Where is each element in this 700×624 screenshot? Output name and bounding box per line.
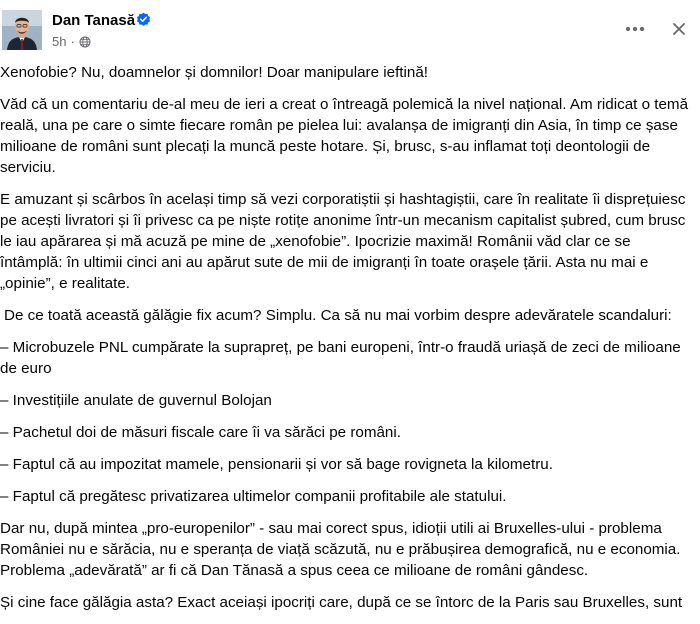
- hide-post-button[interactable]: [664, 14, 694, 44]
- post-meta: [52, 34, 91, 50]
- post-paragraph: E amuzant și scârbos în același timp să vezi corporatiștii și hashtagiștii, care în realitate îi disprețuiesc pe acești livratori și îi privesc ca pe niște rotițe anonime într-un mecanism capitalist șubred, cum brusc le iau apărarea și mă acuză pe mine de „xenofobie”. Ipocrizie maximă! Românii văd clar ce se întâmplă: în ultimii cinci ani au apărut sute de mii de imigranți în toate orașele țării. Asta nu mai e „opinie”, e realitate.: [0, 191, 686, 292]
- post-list-item: – Pachetul doi de măsuri fiscale care îi va sărăci pe români.: [0, 424, 401, 441]
- post-header: [0, 0, 700, 60]
- more-options-icon: [625, 26, 645, 32]
- close-icon: [672, 22, 686, 36]
- more-options-button[interactable]: [620, 14, 650, 44]
- meta-separator: ·: [70, 34, 75, 49]
- post-list-item: – Microbuzele PNL cumpărate la suprapreț, pe bani europeni, într-o fraudă uriașă de zeci de milioane de euro: [0, 339, 681, 377]
- author-name[interactable]: Dan Tanasă: [52, 12, 136, 29]
- post-paragraph: Văd că un comentariu de-al meu de ieri a creat o întreagă polemică la nivel național. Am ridicat o temă reală, una pe care o simte fiecare român pe pielea lui: avalanșa de imigranți din Asia, în timp ce șase milioane de români sunt plecați la muncă peste hotare. Și, brusc, s-au inflamat toți deontologii de serviciu.: [0, 96, 689, 176]
- post-list-item: – Faptul că au impozitat mamele, pensionarii și vor să bage rovigneta la kilometru.: [0, 456, 553, 473]
- author-avatar[interactable]: [2, 10, 42, 50]
- post-paragraph: De ce toată această gălăgie fix acum? Simplu. Ca să nu mai vorbim despre adevăratele scandaluri:: [4, 307, 672, 324]
- post-timestamp[interactable]: 5h: [52, 34, 67, 49]
- verified-badge-icon: [136, 12, 151, 27]
- post-paragraph: Xenofobie? Nu, doamnelor și domnilor! Doar manipulare ieftină!: [0, 64, 429, 81]
- post-list-item: – Faptul că pregătesc privatizarea ultimelor companii profitabile ale statului.: [0, 488, 507, 505]
- globe-icon[interactable]: [79, 36, 91, 48]
- avatar-portrait-icon: [2, 10, 42, 50]
- post-paragraph: Dar nu, după mintea „pro-europenilor” - sau mai corect spus, idioții utili ai Bruxelles-ului - problema României nu e sărăcia, nu e speranța de viață scăzută, nu e prăbușirea demografică, nu e economia. Problema „adevărată” ar fi că Dan Tănasă a spus ceea ce milioane de români gândesc.: [0, 520, 681, 579]
- post-paragraph: Și cine face gălăgia asta? Exact aceiași ipocriți care, după ce se întorc de la Paris sau Bruxelles, sunt: [0, 594, 683, 611]
- post-text: [0, 62, 694, 624]
- post-list-item: – Investițiile anulate de guvernul Bolojan: [0, 392, 272, 409]
